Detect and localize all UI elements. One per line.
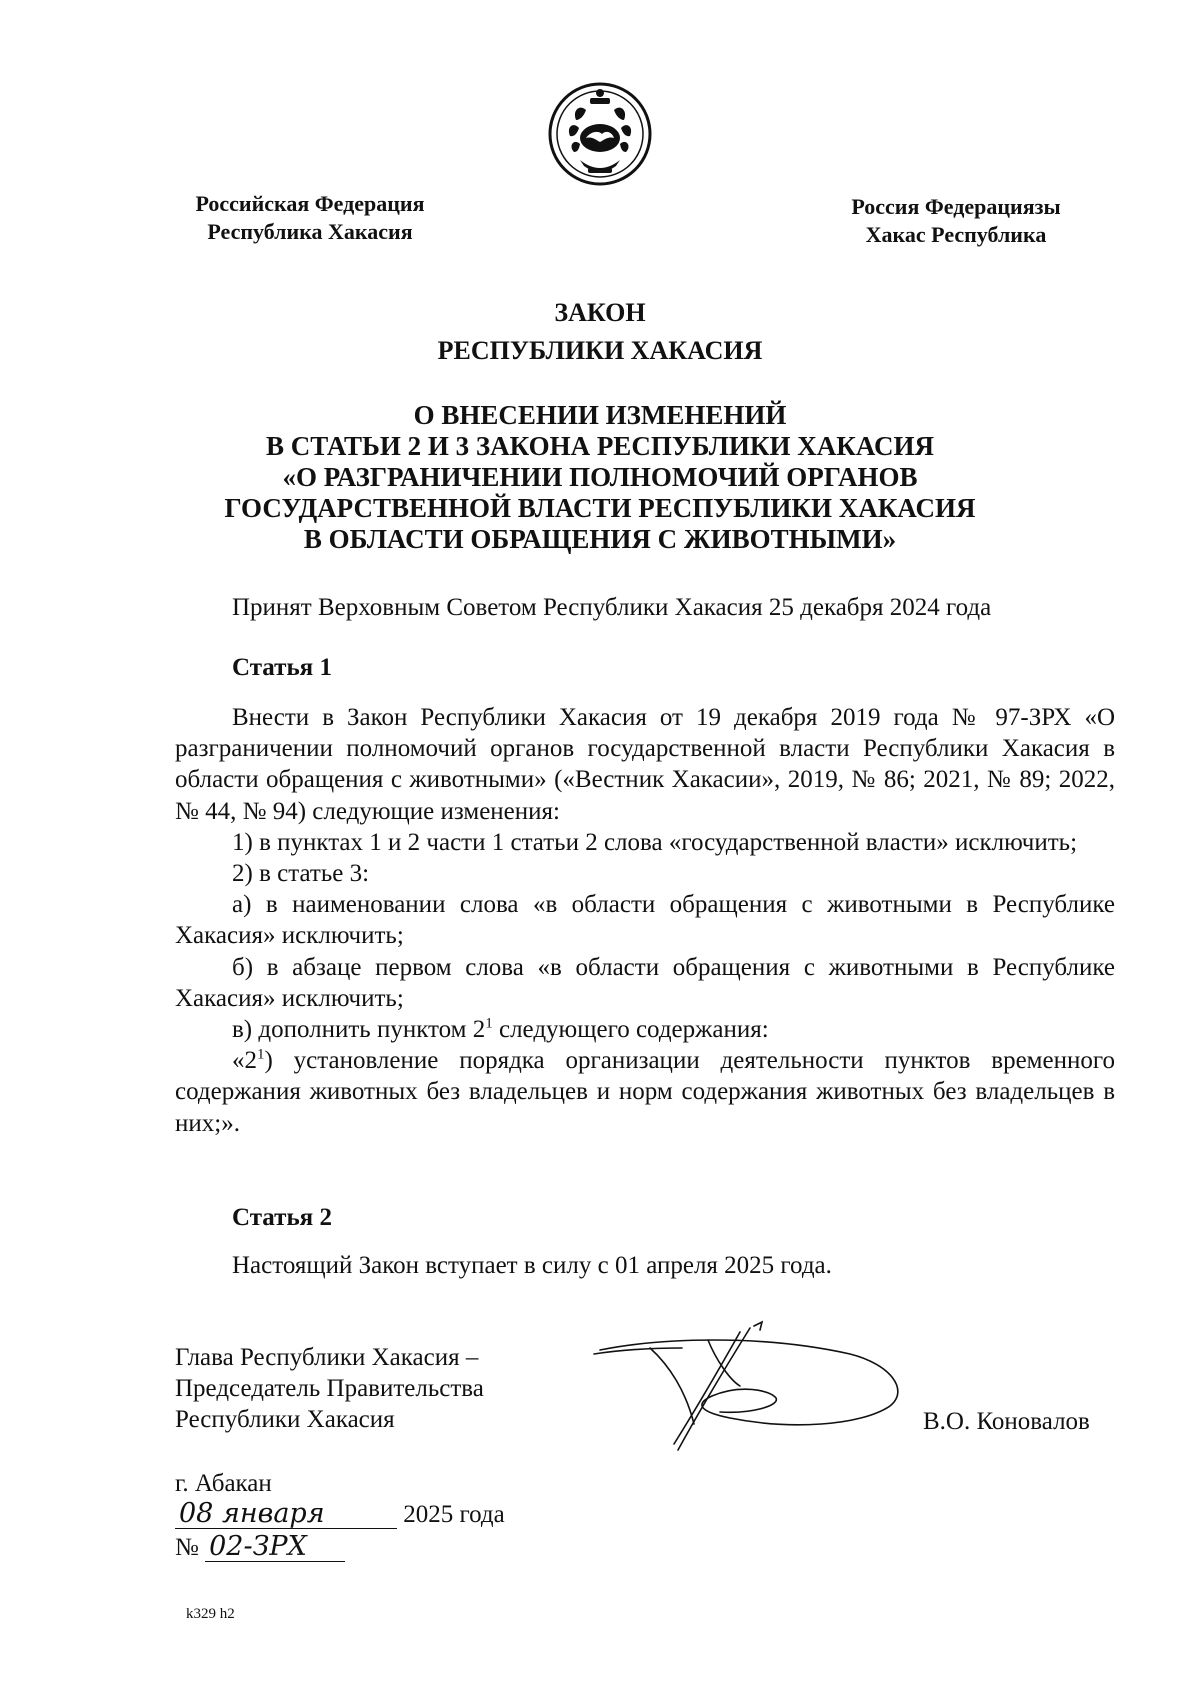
position-line-1: Глава Республики Хакасия – xyxy=(175,1344,479,1371)
handwritten-number: 02-ЗРХ xyxy=(205,1533,345,1562)
article-1-intro: Внести в Закон Республики Хакасия от 19 декабря 2019 года № 97-ЗРХ «О разграничении полномочий органов государственной власти Республики Хакасия в области обращения с животными» («Вестник Хакасии», 2019, № 86; 2021, № 89; 2022, № 44, № 94) следующие изменения: xyxy=(175,704,1115,825)
coat-of-arms-emblem xyxy=(546,80,654,188)
signatory-name: В.О. Коновалов xyxy=(923,1408,1090,1435)
header-khakas xyxy=(800,193,1112,249)
header-right-line2: Хакас Республика xyxy=(865,222,1047,247)
article-1-item-2a: а) в наименовании слова «в области обращения с животными в Республике Хакасия» исключить; xyxy=(175,891,1115,950)
signing-year: 2025 года xyxy=(403,1501,505,1528)
handwritten-date: 08 января xyxy=(175,1500,397,1529)
handwritten-signature xyxy=(590,1320,920,1460)
new-point-superscript: 1 xyxy=(257,1046,265,1063)
article-1-body xyxy=(175,702,1115,1139)
item-2v-before: в) дополнить пунктом 2 xyxy=(232,1016,486,1044)
article-1-item-1: 1) в пунктах 1 и 2 части 1 статьи 2 слова «государственной власти» исключить; xyxy=(232,828,1078,856)
subject-line-4: ГОСУДАРСТВЕННОЙ ВЛАСТИ РЕСПУБЛИКИ ХАКАСИЯ xyxy=(224,493,976,523)
position-line-3: Республики Хакасия xyxy=(175,1406,395,1433)
item-2v-superscript: 1 xyxy=(485,1015,493,1032)
position-line-2: Председатель Правительства xyxy=(175,1375,484,1402)
header-russian xyxy=(150,190,470,246)
subject-line-1: О ВНЕСЕНИИ ИЗМЕНЕНИЙ xyxy=(413,400,787,430)
signatory-position xyxy=(175,1342,484,1435)
place-of-signing: г. Абакан xyxy=(175,1470,272,1497)
article-1-new-point xyxy=(175,1045,1115,1139)
law-title: ЗАКОН xyxy=(554,298,646,327)
article-2-heading: Статья 2 xyxy=(232,1204,332,1231)
number-prefix: № xyxy=(175,1534,199,1561)
header-left-line1: Российская Федерация xyxy=(195,191,425,216)
item-2v-after: следующего содержания: xyxy=(492,1016,769,1044)
adoption-statement: Принят Верховным Советом Республики Хакасия 25 декабря 2024 года xyxy=(232,594,992,621)
new-point-open: «2 xyxy=(232,1047,257,1075)
republic-title: РЕСПУБЛИКИ ХАКАСИЯ xyxy=(437,336,763,365)
subject-line-5: В ОБЛАСТИ ОБРАЩЕНИЯ С ЖИВОТНЫМИ» xyxy=(303,524,897,554)
document-code: k329 h2 xyxy=(186,1606,235,1622)
header-right-line1: Россия Федерациязы xyxy=(851,194,1061,219)
article-1-item-2b: б) в абзаце первом слова «в области обращения с животными в Республике Хакасия» исключить; xyxy=(175,953,1115,1012)
subject-line-3: «О РАЗГРАНИЧЕНИИ ПОЛНОМОЧИЙ ОРГАНОВ xyxy=(282,462,918,492)
article-2-text: Настоящий Закон вступает в силу с 01 апреля 2025 года. xyxy=(232,1252,832,1279)
signing-date xyxy=(175,1499,505,1530)
new-point-text: ) установление порядка организации деятельности пунктов временного содержания животных без владельцев и норм содержания животных без владельцев в них;». xyxy=(175,1047,1115,1137)
subject-line-2: В СТАТЬИ 2 И 3 ЗАКОНА РЕСПУБЛИКИ ХАКАСИЯ xyxy=(266,431,934,461)
article-1-item-2v xyxy=(175,1014,1115,1045)
law-subject-title xyxy=(0,400,1200,555)
article-1-item-2: 2) в статье 3: xyxy=(232,860,370,888)
law-number xyxy=(175,1532,345,1563)
article-1-heading: Статья 1 xyxy=(232,654,332,681)
header-left-line2: Республика Хакасия xyxy=(207,219,413,244)
